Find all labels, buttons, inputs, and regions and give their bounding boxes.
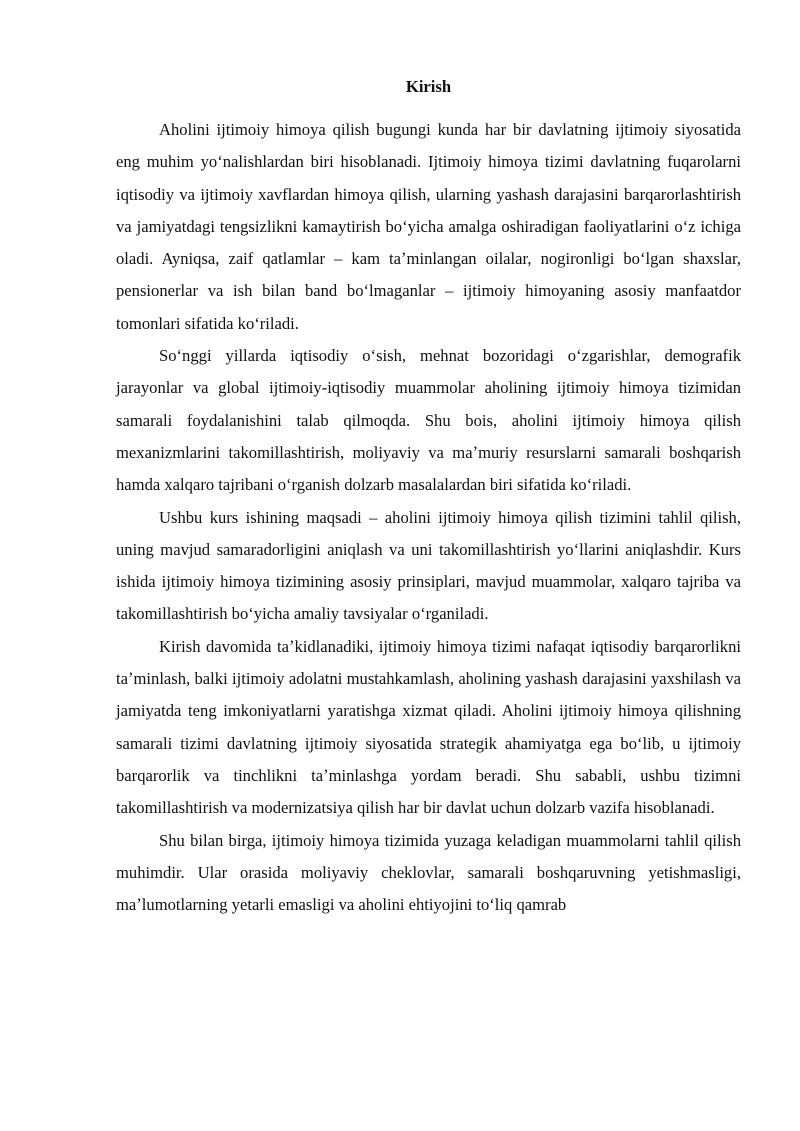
paragraph-3: Ushbu kurs ishining maqsadi – aholini ijtimoiy himoya qilish tizimini tahlil qilish, uning mavjud samaradorligini aniqlash va uni takomillashtirish yoʻllarini aniqlashdir. Kurs ishida ijtimoiy himoya tizimining asosiy prinsiplari, mavjud muammolar, xalqaro tajriba va takomillashtirish boʻyicha amaliy tavsiyalar oʻrganiladi.	[116, 507, 741, 624]
paragraph-2: Soʻnggi yillarda iqtisodiy oʻsish, mehnat bozoridagi oʻzgarishlar, demografik jarayonlar va global ijtimoiy-iqtisodiy muammolar aholining ijtimoiy himoya tizimidan samarali foydalanishini talab qilmoqda. Shu bois, aholini ijtimoiy himoya qilish mexanizmlarini takomillashtirish, moliyaviy va maʼmuriy resurslarni samarali boshqarish hamda xalqaro tajribani oʻrganish dolzarb masalalardan biri sifatida koʻriladi.	[116, 346, 741, 495]
document-page	[116, 72, 741, 921]
paragraph-1: Aholini ijtimoiy himoya qilish bugungi kunda har bir davlatning ijtimoiy siyosatida eng muhim yoʻnalishlardan biri hisoblanadi. Ijtimoiy himoya tizimi davlatning fuqarolarni iqtisodiy va ijtimoiy xavflardan himoya qilish, ularning yashash darajasini barqarorlashtirish va jamiyatdagi tengsizlikni kamaytirish boʻyicha amalga oshiradigan faoliyatlarini oʻz ichiga oladi. Ayniqsa, zaif qatlamlar – kam taʼminlangan oilalar, nogironligi boʻlgan shaxslar, pensionerlar va ish bilan band boʻlmaganlar – ijtimoiy himoyaning asosiy manfaatdor tomonlari sifatida koʻriladi.	[116, 120, 741, 333]
paragraph-4: Kirish davomida taʼkidlanadiki, ijtimoiy himoya tizimi nafaqat iqtisodiy barqarorlikni taʼminlash, balki ijtimoiy adolatni mustahkamlash, aholining yashash darajasini yaxshilash va jamiyatda teng imkoniyatlarni yaratishga xizmat qiladi. Aholini ijtimoiy himoya qilishning samarali tizimi davlatning ijtimoiy siyosatida strategik ahamiyatga ega boʻlib, u ijtimoiy barqarorlik va tinchlikni taʼminlashga yordam beradi. Shu sababli, ushbu tizimni takomillashtirish va modernizatsiya qilish har bir davlat uchun dolzarb vazifa hisoblanadi.	[116, 636, 741, 818]
section-title: Kirish	[405, 77, 452, 96]
paragraph-5: Shu bilan birga, ijtimoiy himoya tizimida yuzaga keladigan muammolarni tahlil qilish muhimdir. Ular orasida moliyaviy cheklovlar, samarali boshqaruvning yetishmasligi, maʼlumotlarning yetarli emasligi va aholini ehtiyojini toʻliq qamrab	[116, 830, 741, 915]
